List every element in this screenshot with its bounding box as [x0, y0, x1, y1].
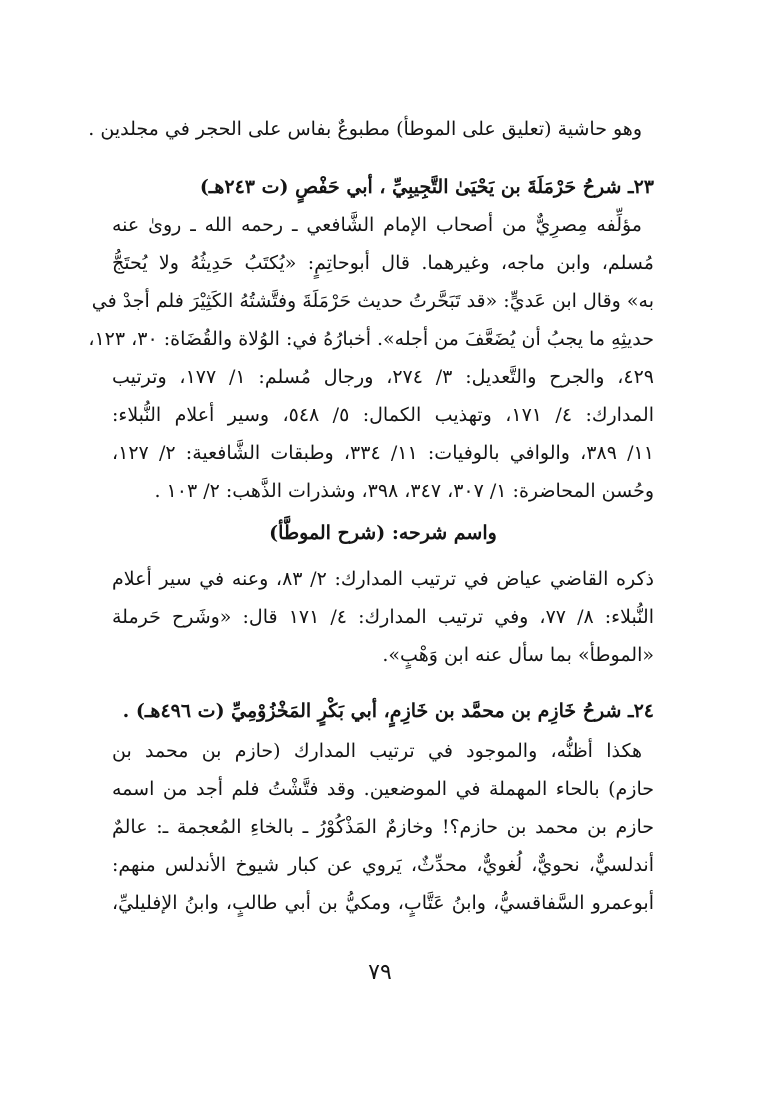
text-line-5: به» وقال ابن عَديٍّ: «قد تَبَحَّرتُ حديث حَرْمَلَةَ وفتَّشتُهُ الكَثِيْرَ فلم أجدْ في: [91, 290, 654, 312]
entry-24-heading: ٢٤ـ شرحُ خَازِم بن محمَّد بن خَازِمٍ، أبي بَكْرٍ المَخْزُوْمِيِّ (ت ٤٩٦هـ) .: [122, 700, 654, 722]
text-line-20: أبوعمرو السَّفاقسيُّ، وابنُ عَتَّابٍ، ومكيُّ بن أبي طالبٍ، وابنُ الإفليليِّ،: [112, 892, 654, 914]
text-line-12: ذكره القاضي عياض في ترتيب المدارك: ٢/ ٨٣، وعنه في سير أعلام: [112, 568, 654, 590]
text-line-18: حازم بن محمد بن حازم؟! وخازمٌ المَذْكُوْرُ ـ بالخاءِ المُعجمة ـ: عالمٌ: [112, 816, 654, 838]
commentary-title: واسم شرحه: (شرح الموطَّأ): [269, 522, 497, 544]
text-line-4: مُسلم، وابن ماجه، وغيرهما. قال أبوحاتِمٍ: «يُكتَبُ حَدِيثُهُ ولا يُحتَجُّ: [112, 252, 654, 274]
text-line-8: المدارك: ٤/ ١٧١، وتهذيب الكمال: ٥/ ٥٤٨، وسير أعلام النُّبلاء:: [112, 404, 654, 426]
text-line-1: وهو حاشية (تعليق على الموطأ) مطبوعٌ بفاس على الحجر في مجلدين .: [88, 118, 642, 140]
page-number: ٧٩: [368, 960, 392, 985]
text-line-7: ٤٢٩، والجرح والتَّعديل: ٣/ ٢٧٤، ورجال مُسلم: ١/ ١٧٧، وترتيب: [112, 366, 655, 388]
text-line-19: أندلسيٌّ، نحويٌّ، لُغويٌّ، محدِّثٌ، يَروي عن كبار شيوخ الأندلس منهم:: [112, 854, 654, 876]
text-line-9: ١١/ ٣٨٩، والوافي بالوفيات: ١١/ ٣٣٤، وطبقات الشَّافعية: ٢/ ١٢٧،: [112, 442, 654, 464]
text-line-10: وحُسن المحاضرة: ١/ ٣٠٧، ٣٤٧، ٣٩٨، وشذرات الذَّهب: ٢/ ١٠٣ .: [154, 480, 654, 502]
text-line-14: «الموطأ» بما سأل عنه ابن وَهْبٍ».: [382, 644, 654, 666]
text-line-16: هكذا أظنُّه، والموجود في ترتيب المدارك (حازم بن محمد بن: [112, 740, 642, 762]
text-line-13: النُّبلاء: ٨/ ٧٧، وفي ترتيب المدارك: ٤/ ١٧١ قال: «وشَرح حَرملة: [112, 606, 654, 628]
text-line-6: حديثِهِ ما يجبُ أن يُضَعَّفَ من أجله». أخبارُهُ في: الوُلاة والقُضَاة: ٣٠، ١٢٣،: [88, 328, 654, 350]
text-line-17: حازم) بالحاء المهملة في الموضعين. وقد فتَّشْتُ فلم أجد من اسمه: [112, 778, 654, 800]
text-line-3: مؤلِّفه مِصرِيٌّ من أصحاب الإمام الشَّافعي ـ رحمه الله ـ روىٰ عنه: [112, 214, 642, 236]
entry-23-heading: ٢٣ـ شرحُ حَرْمَلَةَ بن يَحْيَىٰ التَّجِيبِيِّ ، أبي حَفْصٍ (ت ٢٤٣هـ): [199, 176, 654, 198]
